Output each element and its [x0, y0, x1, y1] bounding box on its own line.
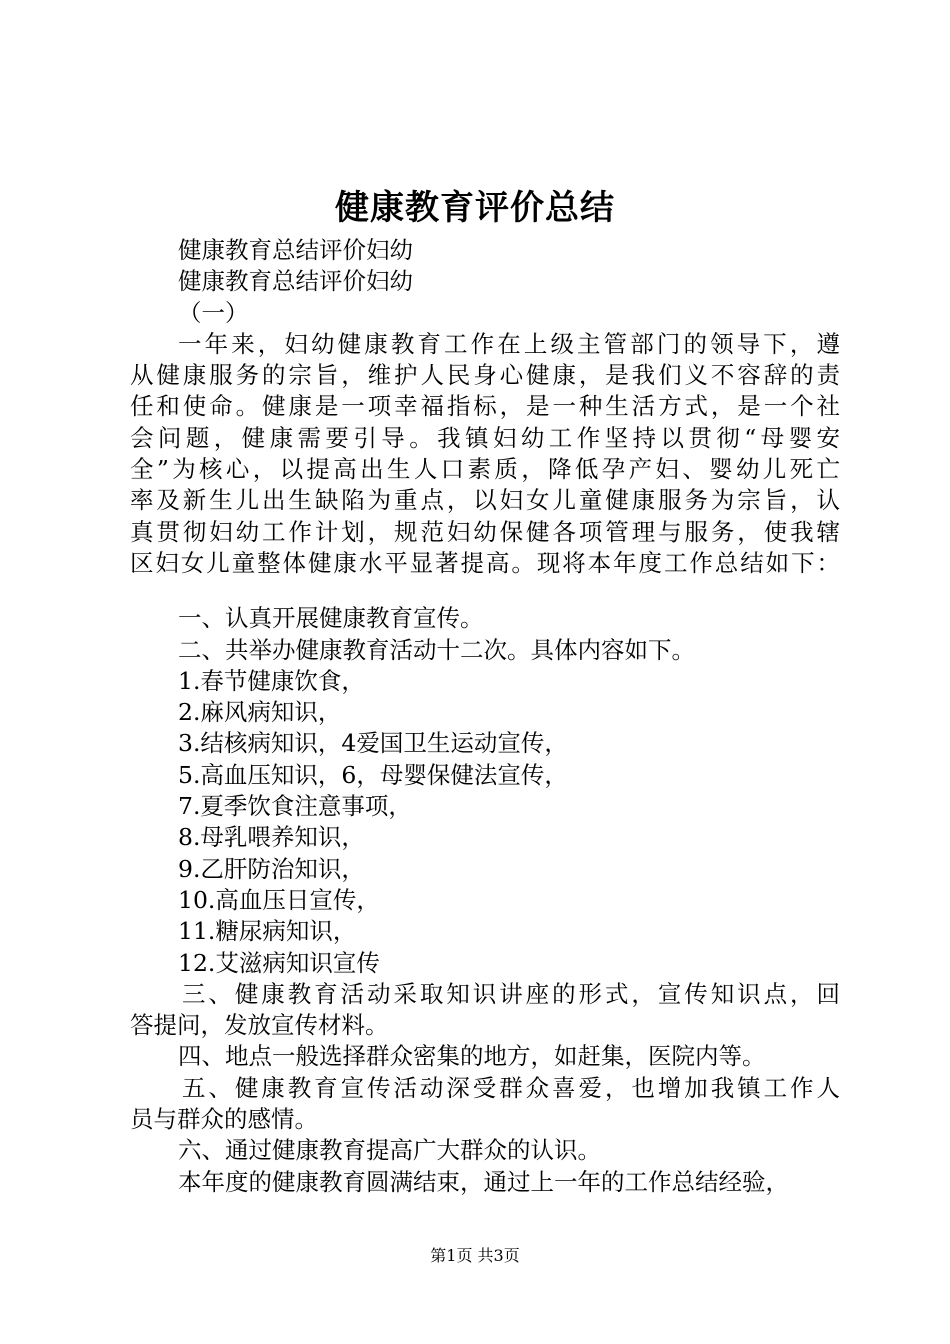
point-one: 一、认真开展健康教育宣传。 [178, 604, 484, 633]
page-indicator: 第1页 共3页 [430, 1246, 520, 1265]
activity-item: 2.麻风病知识， [178, 698, 342, 727]
point-two: 二、共举办健康教育活动十二次。具体内容如下。 [178, 635, 695, 664]
subtitle-line: 健康教育总结评价妇幼 [178, 236, 413, 264]
activity-item: 9.乙肝防治知识， [178, 854, 365, 883]
intro-paragraph-line: 一年来，妇幼健康教育工作在上级主管部门的领导下，遵 [178, 329, 840, 358]
paragraph-gap [130, 579, 840, 603]
intro-paragraph-line: 区妇女儿童整体健康水平显著提高。现将本年度工作总结如下： [130, 548, 840, 577]
intro-paragraph-line: 全”为核心，以提高出生人口素质，降低孕产妇、婴幼儿死亡 [130, 455, 840, 484]
activity-item: 7.夏季饮食注意事项， [178, 792, 412, 821]
activity-item: 1.春节健康饮食， [178, 666, 365, 695]
point-four: 四、地点一般选择群众密集的地方，如赶集，医院内等。 [178, 1042, 766, 1071]
activity-item: 5.高血压知识，6，母婴保健法宣传， [178, 760, 568, 789]
section-marker: （一） [178, 298, 249, 327]
point-five-line: 五、健康教育宣传活动深受群众喜爱，也增加我镇工作人 [182, 1073, 840, 1102]
point-three-line: 三、健康教育活动采取知识讲座的形式，宣传知识点，回 [182, 979, 840, 1008]
activity-item: 10.高血压日宣传， [178, 885, 380, 914]
intro-paragraph-line: 任和使命。健康是一项幸福指标，是一种生活方式，是一个社 [130, 392, 840, 421]
document-title: 健康教育评价总结 [335, 188, 615, 228]
point-six: 六、通过健康教育提高广大群众的认识。 [178, 1136, 601, 1165]
activity-item: 8.母乳喂养知识， [178, 823, 365, 852]
intro-paragraph-line: 会问题，健康需要引导。我镇妇幼工作坚持以贯彻“母婴安 [130, 423, 840, 452]
point-five-line: 员与群众的感情。 [130, 1105, 318, 1134]
activity-item: 3.结核病知识，4爱国卫生运动宣传， [178, 729, 568, 758]
closing-line: 本年度的健康教育圆满结束，通过上一年的工作总结经验， [178, 1167, 789, 1196]
intro-paragraph-line: 从健康服务的宗旨，维护人民身心健康，是我们义不容辞的责 [130, 361, 840, 390]
intro-paragraph-line: 率及新生儿出生缺陷为重点，以妇女儿童健康服务为宗旨，认 [130, 486, 840, 515]
activity-item: 11.糖尿病知识， [178, 917, 357, 946]
subtitle-line: 健康教育总结评价妇幼 [178, 267, 413, 296]
intro-paragraph-line: 真贯彻妇幼工作计划，规范妇幼保健各项管理与服务，使我辖 [130, 517, 840, 546]
activity-item: 12.艾滋病知识宣传 [178, 948, 380, 977]
point-three-line: 答提问，发放宣传材料。 [130, 1011, 389, 1040]
document-body [130, 235, 840, 1198]
